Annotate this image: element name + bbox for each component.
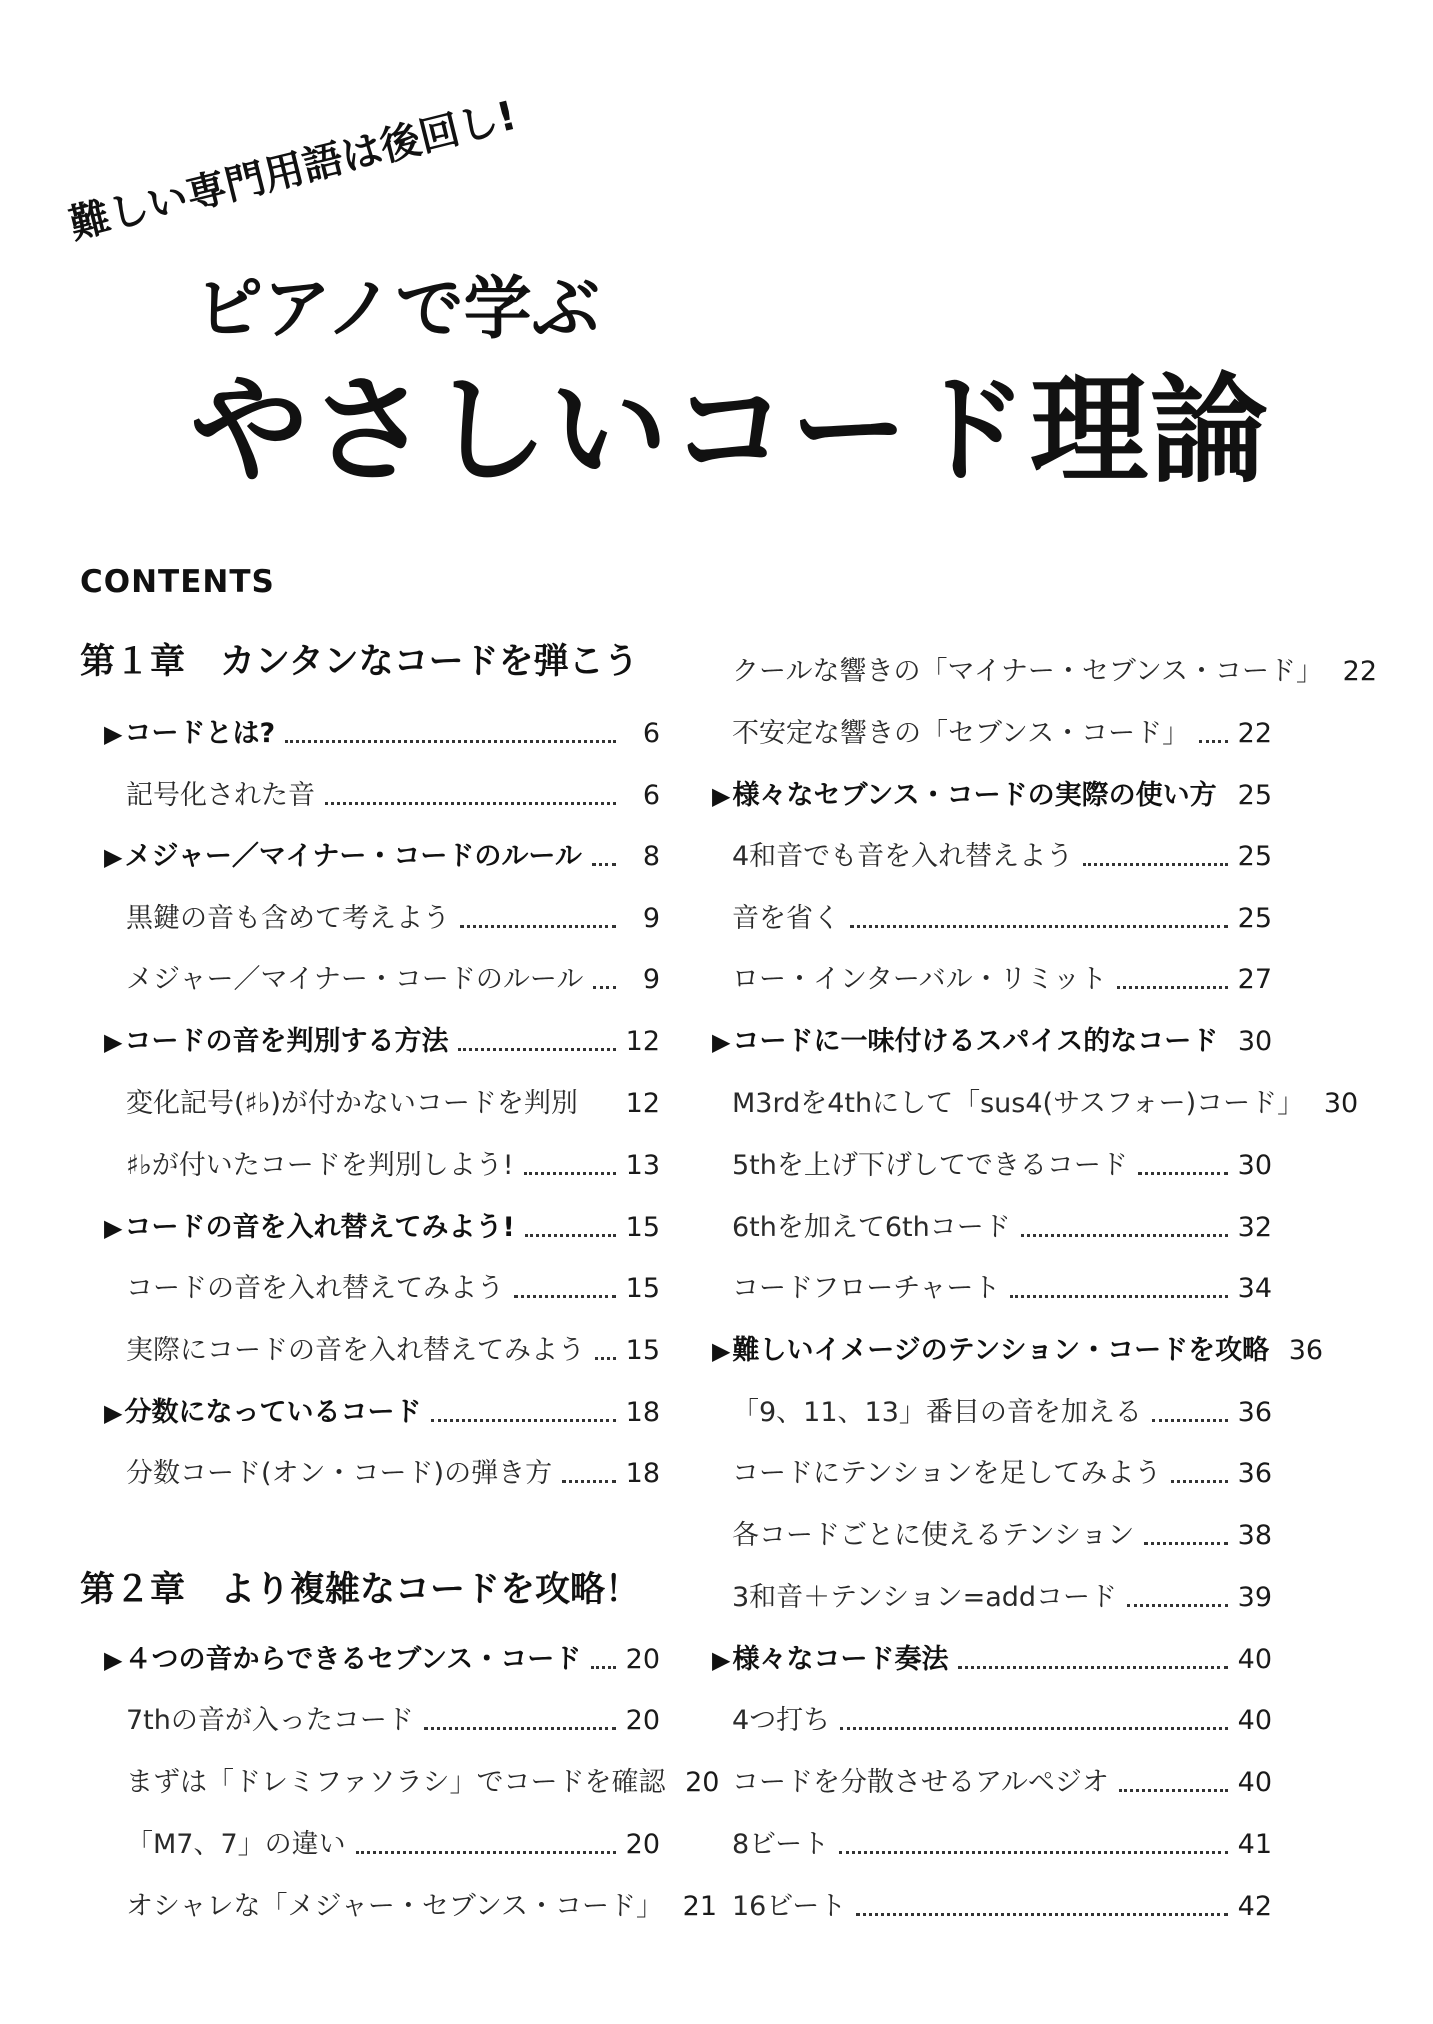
toc-entry[interactable]	[104, 1210, 660, 1246]
leader-dots	[460, 925, 616, 928]
leader-dots	[525, 1234, 616, 1237]
page-number: 6	[642, 718, 660, 749]
toc-entry-label: コードの音を入れ替えてみよう	[126, 1273, 504, 1304]
toc-entry[interactable]	[712, 1642, 1272, 1678]
toc-entry[interactable]	[732, 716, 1272, 752]
toc-entry[interactable]	[126, 1271, 660, 1307]
page-number: 32	[1237, 1212, 1272, 1243]
page-number: 18	[625, 1397, 660, 1428]
page-number: 12	[625, 1026, 660, 1057]
leader-dots	[595, 1357, 616, 1360]
toc-entry[interactable]	[732, 1086, 1359, 1122]
toc-entry[interactable]	[126, 901, 660, 937]
page-number: 20	[625, 1644, 660, 1675]
toc-entry[interactable]	[732, 1518, 1272, 1554]
toc-entry[interactable]	[104, 1642, 660, 1678]
contents-heading: CONTENTS	[80, 564, 275, 600]
page-number: 36	[1288, 1335, 1324, 1366]
toc-entry-label: ▶ コードに一味付けるスパイス的なコード	[712, 1024, 1218, 1060]
toc-entry[interactable]	[712, 778, 1272, 814]
toc-entry[interactable]	[104, 1024, 660, 1060]
leader-dots	[431, 1419, 616, 1422]
page-number: 25	[1237, 780, 1272, 811]
page-number: 15	[625, 1273, 660, 1304]
page-number: 41	[1237, 1829, 1272, 1860]
toc-entry-label: 記号化された音	[126, 780, 315, 811]
toc-entry-label: ▶ 様々なセブンス・コードの実際の使い方	[712, 778, 1217, 814]
leader-dots	[840, 1727, 1228, 1730]
toc-entry[interactable]	[126, 1703, 660, 1739]
page-number: 13	[625, 1150, 660, 1181]
leader-dots	[592, 863, 616, 866]
toc-entry[interactable]	[732, 962, 1272, 998]
toc-entry[interactable]	[732, 901, 1272, 937]
toc-entry-label: 4つ打ち	[732, 1705, 831, 1736]
leader-dots	[1199, 740, 1228, 743]
page-number: 22	[1237, 718, 1272, 749]
page-number: 9	[642, 964, 660, 995]
toc-entry-label: 3和音＋テンション=addコード	[732, 1582, 1118, 1613]
toc-entry-label: 各コードごとに使えるテンション	[732, 1520, 1135, 1551]
toc-entry-label: ▶ コードの音を入れ替えてみよう!	[104, 1210, 515, 1246]
toc-entry-label: 「M7、7」の違い	[126, 1829, 346, 1860]
toc-entry-label: オシャレな「メジャー・セブンス・コード」	[126, 1891, 664, 1922]
toc-entry[interactable]	[126, 1827, 660, 1863]
toc-entry[interactable]	[126, 778, 660, 814]
toc-entry-label: メジャー／マイナー・コードのルール	[126, 964, 584, 995]
toc-entry-label: 5thを上げ下げしてできるコード	[732, 1150, 1128, 1181]
toc-entry-label: 黒鍵の音も含めて考えよう	[126, 903, 450, 934]
toc-entry-label: 8ビート	[732, 1829, 830, 1860]
leader-dots	[424, 1727, 616, 1730]
toc-entry[interactable]	[732, 1827, 1272, 1863]
page-number: 39	[1237, 1582, 1272, 1613]
page-number: 15	[625, 1335, 660, 1366]
leader-dots	[524, 1172, 616, 1175]
page-number: 42	[1237, 1891, 1272, 1922]
toc-entry[interactable]	[732, 654, 1378, 690]
book-subtitle: ピアノで学ぶ	[195, 270, 600, 349]
leader-dots	[1127, 1604, 1228, 1607]
page-number: 21	[682, 1891, 718, 1922]
leader-dots	[562, 1480, 616, 1483]
chapter-1-heading: 第１章 カンタンなコードを弾こう	[80, 642, 639, 682]
leader-dots	[591, 1666, 616, 1669]
toc-entry[interactable]	[126, 1889, 718, 1925]
toc-entry[interactable]	[126, 1765, 720, 1801]
toc-entry[interactable]	[732, 1580, 1272, 1616]
toc-entry-label: まずは「ドレミファソラシ」でコードを確認	[126, 1767, 666, 1798]
page-number: 30	[1237, 1026, 1273, 1057]
leader-dots	[1144, 1542, 1228, 1545]
toc-entry-label: ▶ コードの音を判別する方法	[104, 1024, 448, 1060]
toc-entry-label: コードを分散させるアルペジオ	[732, 1767, 1109, 1798]
toc-entry[interactable]	[126, 1333, 660, 1369]
leader-dots	[1119, 1789, 1228, 1792]
toc-entry-label: クールな響きの「マイナー・セブンス・コード」	[732, 656, 1324, 687]
page-number: 30	[1237, 1150, 1272, 1181]
leader-dots	[958, 1666, 1228, 1669]
toc-entry-label: ▶ 難しいイメージのテンション・コードを攻略	[712, 1333, 1269, 1369]
leader-dots	[1171, 1480, 1228, 1483]
page-number: 20	[685, 1767, 720, 1798]
toc-entry[interactable]	[732, 1765, 1272, 1801]
toc-entry-label: コードにテンションを足してみよう	[732, 1458, 1162, 1489]
toc-entry-label: ▶ ４つの音からできるセブンス・コード	[104, 1642, 581, 1678]
toc-entry[interactable]	[712, 1333, 1324, 1369]
toc-entry-label: ▶ コードとは?	[104, 716, 275, 752]
page-number: 15	[625, 1212, 660, 1243]
toc-entry-label: ▶ 分数になっているコード	[104, 1395, 421, 1431]
toc-entry[interactable]	[126, 1456, 660, 1492]
toc-entry-label: ♯♭が付いたコードを判別しよう!	[126, 1150, 514, 1181]
page-number: 6	[642, 780, 660, 811]
toc-entry-label: 6thを加えて6thコード	[732, 1212, 1011, 1243]
toc-entry-label: M3rdを4thにして「sus4(サスフォー)コード」	[732, 1088, 1305, 1119]
page-number: 40	[1237, 1644, 1272, 1675]
toc-entry[interactable]	[732, 1456, 1272, 1492]
toc-entry[interactable]	[732, 839, 1272, 875]
toc-entry[interactable]	[732, 1395, 1272, 1431]
page-number: 12	[625, 1088, 660, 1119]
toc-entry-label: ▶ メジャー／マイナー・コードのルール	[104, 839, 582, 875]
toc-entry-label: コードフローチャート	[732, 1273, 1001, 1304]
toc-entry-label: ▶ 様々なコード奏法	[712, 1642, 948, 1678]
leader-dots	[850, 925, 1228, 928]
toc-entry-label: 16ビート	[732, 1891, 847, 1922]
page-number: 36	[1237, 1458, 1272, 1489]
leader-dots	[514, 1295, 616, 1298]
toc-entry[interactable]	[104, 839, 660, 875]
leader-dots	[285, 740, 616, 743]
leader-dots	[1021, 1234, 1228, 1237]
page-number: 38	[1237, 1520, 1272, 1551]
leader-dots	[839, 1851, 1228, 1854]
toc-entry[interactable]	[732, 1148, 1272, 1184]
page-number: 30	[1323, 1088, 1359, 1119]
page-number: 40	[1237, 1705, 1272, 1736]
leader-dots	[1083, 863, 1228, 866]
page-number: 25	[1237, 841, 1272, 872]
toc-entry-label: 7thの音が入ったコード	[126, 1705, 414, 1736]
toc-entry-label: 分数コード(オン・コード)の弾き方	[126, 1458, 553, 1489]
book-title: やさしいコード理論	[190, 361, 1271, 499]
toc-entry-label: 変化記号(♯♭)が付かないコードを判別	[126, 1088, 578, 1119]
leader-dots	[593, 986, 616, 989]
page-number: 20	[625, 1829, 660, 1860]
page-number: 36	[1237, 1397, 1272, 1428]
leader-dots	[1138, 1172, 1228, 1175]
toc-entry[interactable]	[712, 1024, 1272, 1060]
toc-entry[interactable]	[126, 1148, 660, 1184]
leader-dots	[1010, 1295, 1228, 1298]
toc-entry[interactable]	[732, 1271, 1272, 1307]
book-tagline: 難しい専門用語は後回し!	[65, 92, 521, 249]
page-number: 18	[625, 1458, 660, 1489]
toc-entry[interactable]	[126, 1086, 660, 1122]
toc-entry-label: 「9、11、13」番目の音を加える	[732, 1397, 1142, 1428]
leader-dots	[356, 1851, 616, 1854]
toc-entry-label: 実際にコードの音を入れ替えてみよう	[126, 1335, 585, 1366]
page-number: 25	[1237, 903, 1272, 934]
page-number: 34	[1237, 1273, 1272, 1304]
toc-entry[interactable]	[732, 1210, 1272, 1246]
leader-dots	[1152, 1419, 1228, 1422]
leader-dots	[325, 802, 616, 805]
toc-entry[interactable]	[104, 716, 660, 752]
page-number: 9	[642, 903, 660, 934]
page-number: 40	[1237, 1767, 1272, 1798]
chapter-2-heading: 第２章 より複雑なコードを攻略！	[80, 1570, 641, 1610]
page-number: 27	[1237, 964, 1272, 995]
toc-entry-label: ロー・インターバル・リミット	[732, 964, 1108, 995]
page-number: 22	[1342, 656, 1378, 687]
toc-entry-label: 不安定な響きの「セブンス・コード」	[732, 718, 1190, 749]
page-number: 20	[625, 1705, 660, 1736]
toc-entry[interactable]	[126, 962, 660, 998]
toc-entry[interactable]	[732, 1703, 1272, 1739]
leader-dots	[856, 1913, 1228, 1916]
leader-dots	[458, 1048, 616, 1051]
toc-entry[interactable]	[732, 1889, 1272, 1925]
toc-entry[interactable]	[104, 1395, 660, 1431]
toc-entry-label: 4和音でも音を入れ替えよう	[732, 841, 1074, 872]
toc-entry-label: 音を省く	[732, 903, 840, 934]
page-number: 8	[642, 841, 660, 872]
leader-dots	[1117, 986, 1228, 989]
